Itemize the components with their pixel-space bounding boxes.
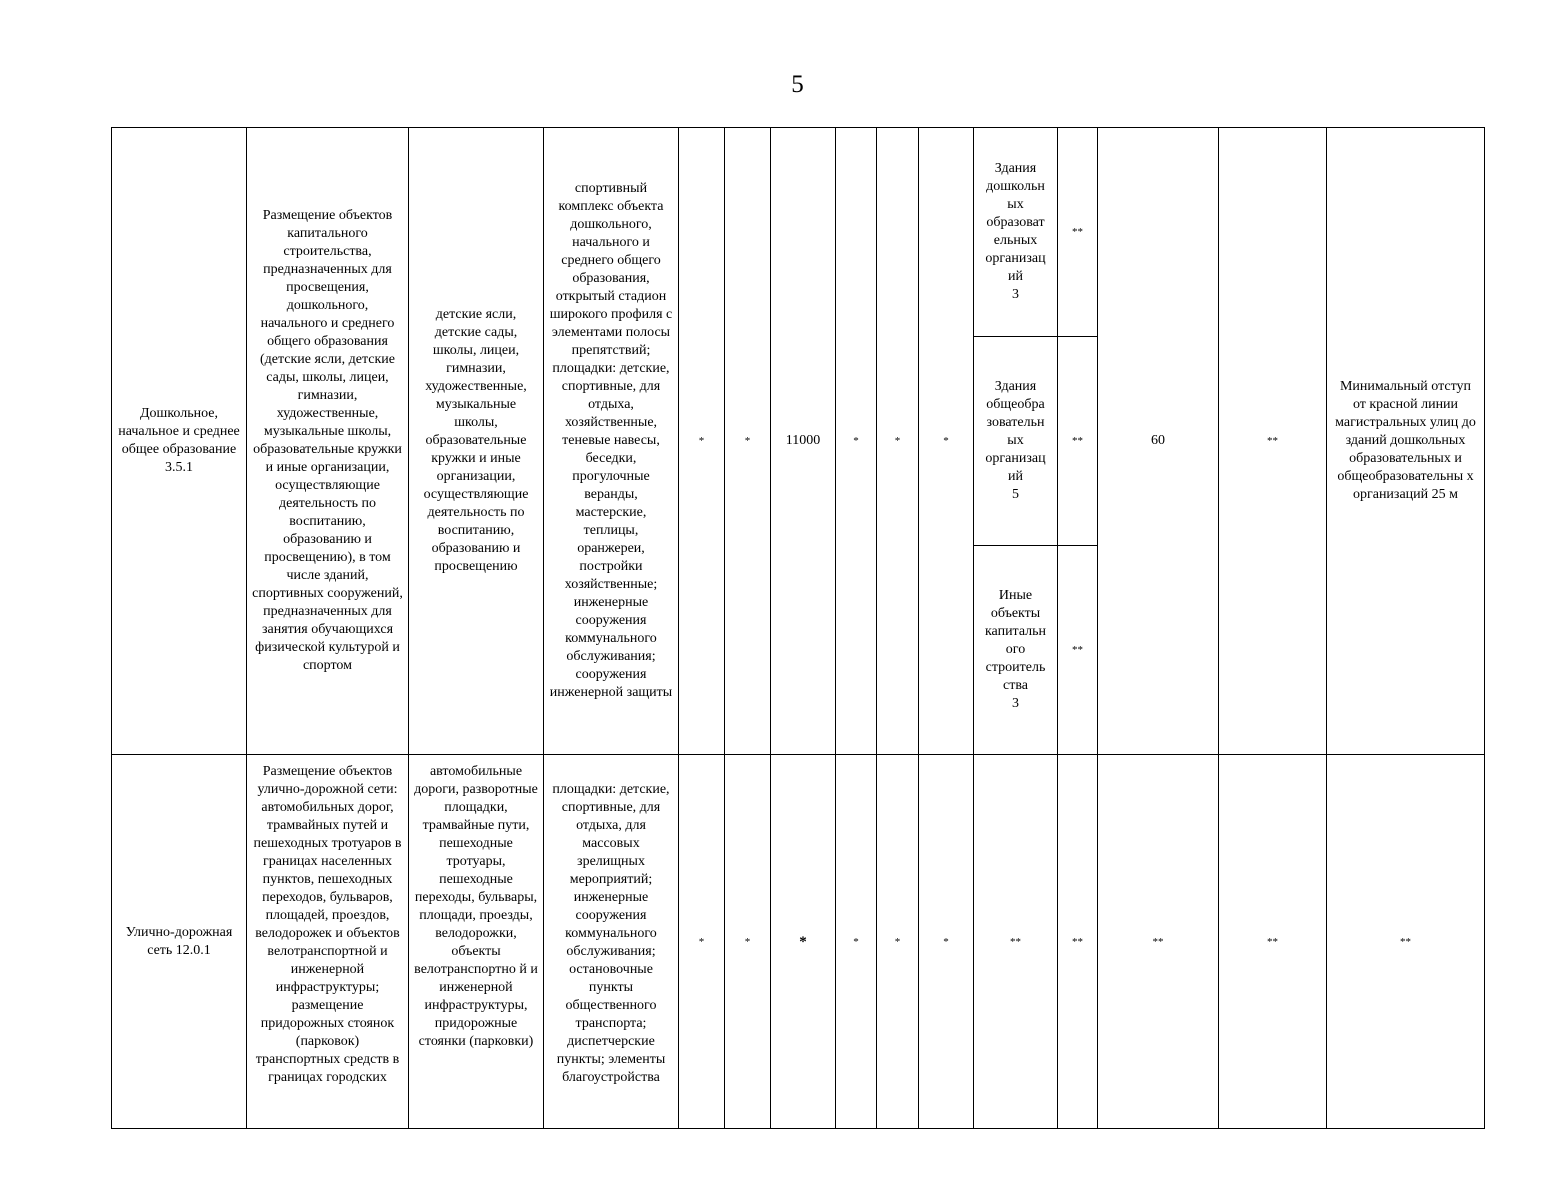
floors-label: Здания общеобра зовательн ых организац ий 5: [974, 337, 1058, 546]
param-cell: *: [919, 128, 974, 755]
param-cell: *: [725, 755, 771, 1129]
param-cell: *: [679, 128, 725, 755]
floors-value: **: [1058, 546, 1098, 755]
param-cell: *: [725, 128, 771, 755]
land-use-name: Улично-дорожная сеть 12.0.1: [112, 755, 247, 1129]
param-cell: 11000: [771, 128, 836, 755]
param-cell: **: [1098, 755, 1219, 1129]
param-cell: 60: [1098, 128, 1219, 755]
param-cell: **: [1219, 128, 1327, 755]
zoning-table: [111, 127, 1485, 1129]
land-use-description: Размещение объектов капитального строительства, предназначенных для просвещения, дошкольного, начального и среднего общего образования (детские ясли, детские сады, школы, лицеи, гимназии, художественные, музыкальные школы, образовательные кружки и иные организации, осуществляющие деятельность по воспитанию, образованию и просвещению), в том числе зданий, спортивных сооружений, предназначенных для занятия обучающихся физической культурой и спортом: [247, 128, 409, 755]
land-use-name: Дошкольное, начальное и среднее общее образование 3.5.1: [112, 128, 247, 755]
notes-cell: Минимальный отступ от красной линии магистральных улиц до зданий дошкольных образовательных и общеобразовательны х организаций 25 м: [1327, 128, 1485, 755]
main-objects: детские ясли, детские сады, школы, лицеи, гимназии, художественные, музыкальные школы, образовательные кружки и иные организации, осуществляющие деятельность по воспитанию, образованию и просвещению: [409, 128, 544, 755]
notes-cell: **: [1327, 755, 1485, 1129]
param-cell: *: [836, 128, 877, 755]
page-number: 5: [791, 71, 804, 98]
table-row: [112, 755, 1485, 1129]
param-cell: *: [836, 755, 877, 1129]
param-cell: **: [1219, 755, 1327, 1129]
floors-value: **: [1058, 128, 1098, 337]
floors-label: Здания дошкольн ых образоват ельных организац ий 3: [974, 128, 1058, 337]
table-row: [112, 128, 1485, 337]
param-cell: **: [1058, 755, 1098, 1129]
param-cell: *: [771, 755, 836, 1129]
auxiliary-objects: спортивный комплекс объекта дошкольного, начального и среднего общего образования, открытый стадион широкого профиля с элементами полосы препятствий; площадки: детские, спортивные, для отдыха, хозяйственные, теневые навесы, беседки, прогулочные веранды, мастерские, теплицы, оранжереи, постройки хозяйственные; инженерные сооружения коммунального обслуживания; сооружения инженерной защиты: [544, 128, 679, 755]
param-cell: *: [679, 755, 725, 1129]
floors-value: **: [1058, 337, 1098, 546]
main-objects: автомобильные дороги, разворотные площадки, трамвайные пути, пешеходные тротуары, пешеходные переходы, бульвары, площади, проезды, велодорожки, объекты велотранспортно й и инженерной инфраструктуры, придорожные стоянки (парковки): [409, 755, 544, 1129]
land-use-description: Размещение объектов улично-дорожной сети: автомобильных дорог, трамвайных путей и пешеходных тротуаров в границах населенных пунктов, пешеходных переходов, бульваров, площадей, проездов, велодорожек и объектов велотранспортной и инженерной инфраструктуры; размещение придорожных стоянок (парковок) транспортных средств в границах городских: [247, 755, 409, 1129]
auxiliary-objects: площадки: детские, спортивные, для отдыха, для массовых зрелищных мероприятий; инженерные сооружения коммунального обслуживания; остановочные пункты общественного транспорта; диспетчерские пункты; элементы благоустройства: [544, 755, 679, 1129]
param-cell: *: [919, 755, 974, 1129]
floors-label: Иные объекты капитальн ого строитель ства 3: [974, 546, 1058, 755]
param-cell: **: [974, 755, 1058, 1129]
param-cell: *: [877, 755, 919, 1129]
param-cell: *: [877, 128, 919, 755]
